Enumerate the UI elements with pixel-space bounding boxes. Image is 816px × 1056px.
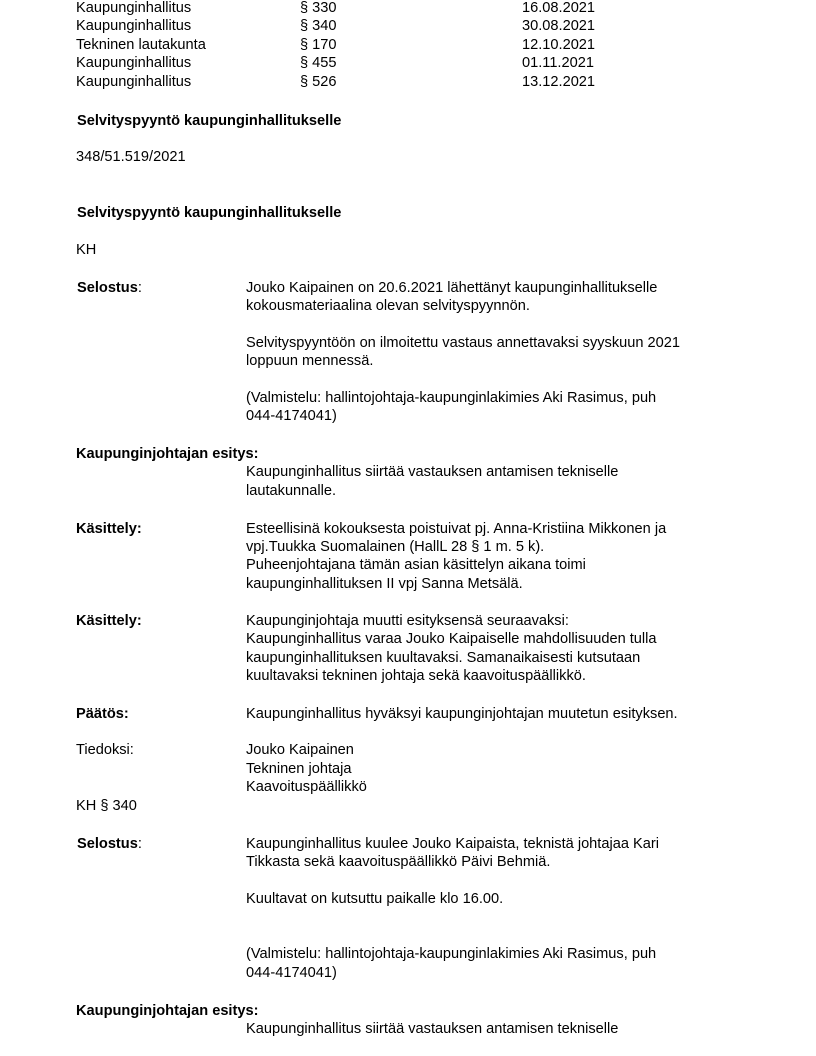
selostus-text-line: Kuultavat on kutsuttu paikalle klo 16.00. [246,891,504,907]
meeting-label: KH [76,242,97,258]
processing-label: Käsittely: [76,613,142,629]
proposal-label: Kaupunginjohtajan esitys: [76,446,259,462]
selostus-text-line: Selvityspyyntöön on ilmoitettu vastaus annettavaksi syyskuun 2021 [246,335,681,351]
preparer-note-line: (Valmistelu: hallintojohtaja-kaupunginlakimies Aki Rasimus, puh [246,390,657,406]
preparer-note-line: 044-4174041) [246,965,337,981]
history-date: 12.10.2021 [522,37,596,53]
history-body: Kaupunginhallitus [76,18,192,34]
history-section: § 526 [300,74,337,90]
processing-text-line: kaupunginhallituksen kuultavaksi. Samanaikaisesti kutsutaan [246,650,641,666]
section-heading: Selvityspyyntö kaupunginhallitukselle [77,113,342,129]
proposal-text-line: Kaupunginhallitus siirtää vastauksen antamisen tekniselle [246,1021,619,1037]
notify-recipient: Jouko Kaipainen [246,742,354,758]
history-body: Kaupunginhallitus [76,55,192,71]
record-number: 348/51.519/2021 [76,149,186,165]
history-section: § 340 [300,18,337,34]
processing-text-line: Puheenjohtajana tämän asian käsittelyn aikana toimi [246,557,586,573]
processing-text-line: Kaupunginhallitus varaa Jouko Kaipaiselle mahdollisuuden tulla [246,631,657,647]
proposal-text-line: lautakunnalle. [246,483,337,499]
selostus-text-line: Kaupunginhallitus kuulee Jouko Kaipaista, teknistä johtajaa Kari [246,836,659,852]
selostus-text-line: Tikkasta sekä kaavoituspäällikkö Päivi Behmiä. [246,854,551,870]
history-body: Kaupunginhallitus [76,74,192,90]
proposal-text-line: Kaupunginhallitus siirtää vastauksen antamisen tekniselle [246,464,619,480]
history-body: Tekninen lautakunta [76,37,206,53]
processing-text-line: vpj.Tuukka Suomalainen (HallL 28 § 1 m. 5 k). [246,539,545,555]
notify-label: Tiedoksi: [76,742,134,758]
selostus-text-line: loppuun mennessä. [246,353,374,369]
processing-text-line: kaupunginhallituksen II vpj Sanna Metsälä. [246,576,523,592]
history-date: 01.11.2021 [522,55,594,71]
preparer-note-line: (Valmistelu: hallintojohtaja-kaupunginlakimies Aki Rasimus, puh [246,946,657,962]
processing-text-line: Esteellisinä kokouksesta poistuivat pj. Anna-Kristiina Mikkonen ja [246,521,667,537]
processing-label: Käsittely: [76,521,142,537]
preparer-note-line: 044-4174041) [246,408,337,424]
section-heading: Selvityspyyntö kaupunginhallitukselle [77,205,342,221]
history-section: § 330 [300,0,337,16]
history-section: § 455 [300,55,337,71]
history-date: 30.08.2021 [522,18,596,34]
processing-text-line: kuultavaksi tekninen johtaja sekä kaavoituspäällikkö. [246,668,586,684]
history-body: Kaupunginhallitus [76,0,192,16]
processing-text-line: Kaupunginjohtaja muutti esityksensä seuraavaksi: [246,613,569,629]
selostus-label: Selostus: [77,836,142,852]
decision-label: Päätös: [76,706,129,722]
notify-recipient: Tekninen johtaja [246,761,352,777]
history-date: 16.08.2021 [522,0,596,16]
proposal-label: Kaupunginjohtajan esitys: [76,1003,259,1019]
history-date: 13.12.2021 [522,74,596,90]
notify-recipient: Kaavoituspäällikkö [246,779,367,795]
selostus-text-line: Jouko Kaipainen on 20.6.2021 lähettänyt kaupunginhallitukselle [246,280,658,296]
meeting-label: KH § 340 [76,798,137,814]
decision-text: Kaupunginhallitus hyväksyi kaupunginjohtajan muutetun esityksen. [246,706,678,722]
selostus-text-line: kokousmateriaalina olevan selvityspyynnön. [246,298,530,314]
history-section: § 170 [300,37,337,53]
selostus-label: Selostus: [77,280,142,296]
